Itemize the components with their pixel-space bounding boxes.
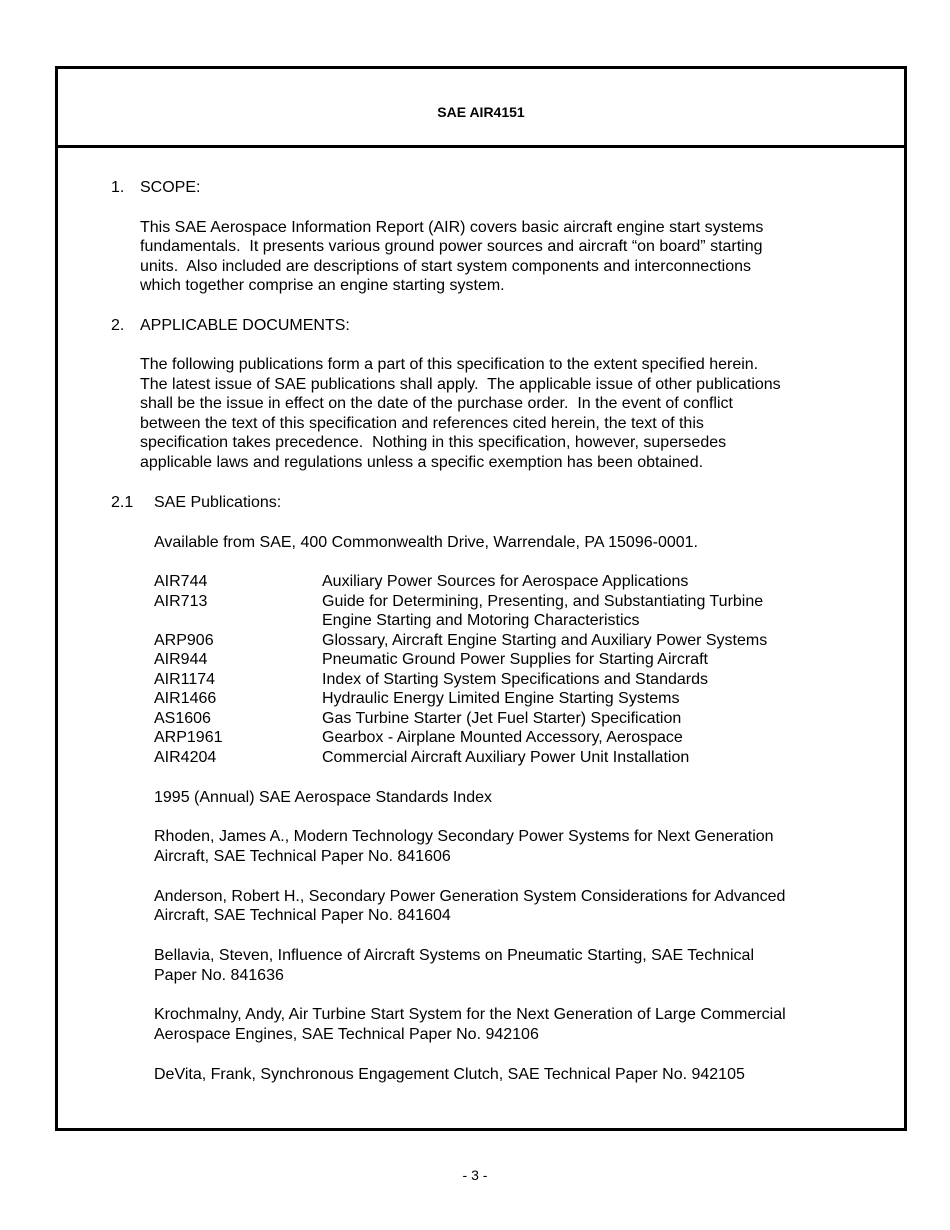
doc-title: Auxiliary Power Sources for Aerospace Applications bbox=[322, 573, 689, 590]
section-1-line: fundamentals. It presents various ground power sources and aircraft “on board” starting bbox=[140, 238, 763, 255]
doc-code: AIR1174 bbox=[154, 671, 216, 688]
paper-reference: Krochmalny, Andy, Air Turbine Start System for the Next Generation of Large Commercial bbox=[154, 1006, 786, 1023]
doc-code: AIR744 bbox=[154, 573, 208, 590]
paper-reference: Aircraft, SAE Technical Paper No. 841604 bbox=[154, 907, 451, 924]
paper-reference: Rhoden, James A., Modern Technology Secondary Power Systems for Next Generation bbox=[154, 828, 774, 845]
section-1-line: This SAE Aerospace Information Report (AIR) covers basic aircraft engine start systems bbox=[140, 219, 764, 236]
doc-code: AIR944 bbox=[154, 651, 208, 668]
paper-reference: Aircraft, SAE Technical Paper No. 841606 bbox=[154, 848, 451, 865]
paper-reference: Anderson, Robert H., Secondary Power Generation System Considerations for Advanced bbox=[154, 888, 786, 905]
standards-index: 1995 (Annual) SAE Aerospace Standards Index bbox=[154, 789, 492, 806]
header-bar bbox=[58, 69, 904, 148]
section-2-line: The latest issue of SAE publications shall apply. The applicable issue of other publications bbox=[140, 376, 781, 393]
section-2-title: APPLICABLE DOCUMENTS: bbox=[140, 317, 350, 334]
doc-title: Glossary, Aircraft Engine Starting and Auxiliary Power Systems bbox=[322, 632, 768, 649]
doc-title: Guide for Determining, Presenting, and Substantiating Turbine bbox=[322, 593, 764, 610]
doc-title: Gas Turbine Starter (Jet Fuel Starter) Specification bbox=[322, 710, 682, 727]
doc-code: ARP1961 bbox=[154, 729, 223, 746]
doc-code: ARP906 bbox=[154, 632, 214, 649]
section-1-number: 1. bbox=[111, 179, 125, 196]
doc-code: AIR1466 bbox=[154, 690, 217, 707]
section-2-1-title: SAE Publications: bbox=[154, 494, 282, 511]
doc-code: AIR4204 bbox=[154, 749, 217, 766]
section-2-line: The following publications form a part of this specification to the extent specified herein. bbox=[140, 356, 759, 373]
section-2-line: shall be the issue in effect on the date of the purchase order. In the event of conflict bbox=[140, 395, 733, 412]
paper-reference: Bellavia, Steven, Influence of Aircraft Systems on Pneumatic Starting, SAE Technical bbox=[154, 947, 755, 964]
paper-reference: Paper No. 841636 bbox=[154, 967, 284, 984]
doc-title: Index of Starting System Specifications and Standards bbox=[322, 671, 708, 688]
section-1-line: units. Also included are descriptions of start system components and interconnections bbox=[140, 258, 751, 275]
doc-title-continued: Engine Starting and Motoring Characteristics bbox=[322, 612, 640, 629]
section-2-line: specification takes precedence. Nothing in this specification, however, supersedes bbox=[140, 434, 727, 451]
section-2-number: 2. bbox=[111, 317, 125, 334]
section-2-1-number: 2.1 bbox=[111, 494, 134, 511]
doc-title: Commercial Aircraft Auxiliary Power Unit Installation bbox=[322, 749, 690, 766]
paper-reference: DeVita, Frank, Synchronous Engagement Clutch, SAE Technical Paper No. 942105 bbox=[154, 1066, 745, 1083]
page-number: - 3 - bbox=[462, 1167, 488, 1183]
section-2-line: applicable laws and regulations unless a specific exemption has been obtained. bbox=[140, 454, 704, 471]
doc-title: Hydraulic Energy Limited Engine Starting Systems bbox=[322, 690, 680, 707]
doc-code: AS1606 bbox=[154, 710, 211, 727]
document-id: SAE AIR4151 bbox=[437, 104, 525, 120]
availability-note: Available from SAE, 400 Commonwealth Drive, Warrendale, PA 15096-0001. bbox=[154, 534, 698, 551]
doc-code: AIR713 bbox=[154, 593, 208, 610]
doc-title: Pneumatic Ground Power Supplies for Starting Aircraft bbox=[322, 651, 708, 668]
section-2-line: between the text of this specification and references cited herein, the text of this bbox=[140, 415, 704, 432]
doc-title: Gearbox - Airplane Mounted Accessory, Aerospace bbox=[322, 729, 683, 746]
section-1-line: which together comprise an engine starting system. bbox=[140, 277, 505, 294]
section-1-title: SCOPE: bbox=[140, 179, 201, 196]
paper-reference: Aerospace Engines, SAE Technical Paper No. 942106 bbox=[154, 1026, 539, 1043]
